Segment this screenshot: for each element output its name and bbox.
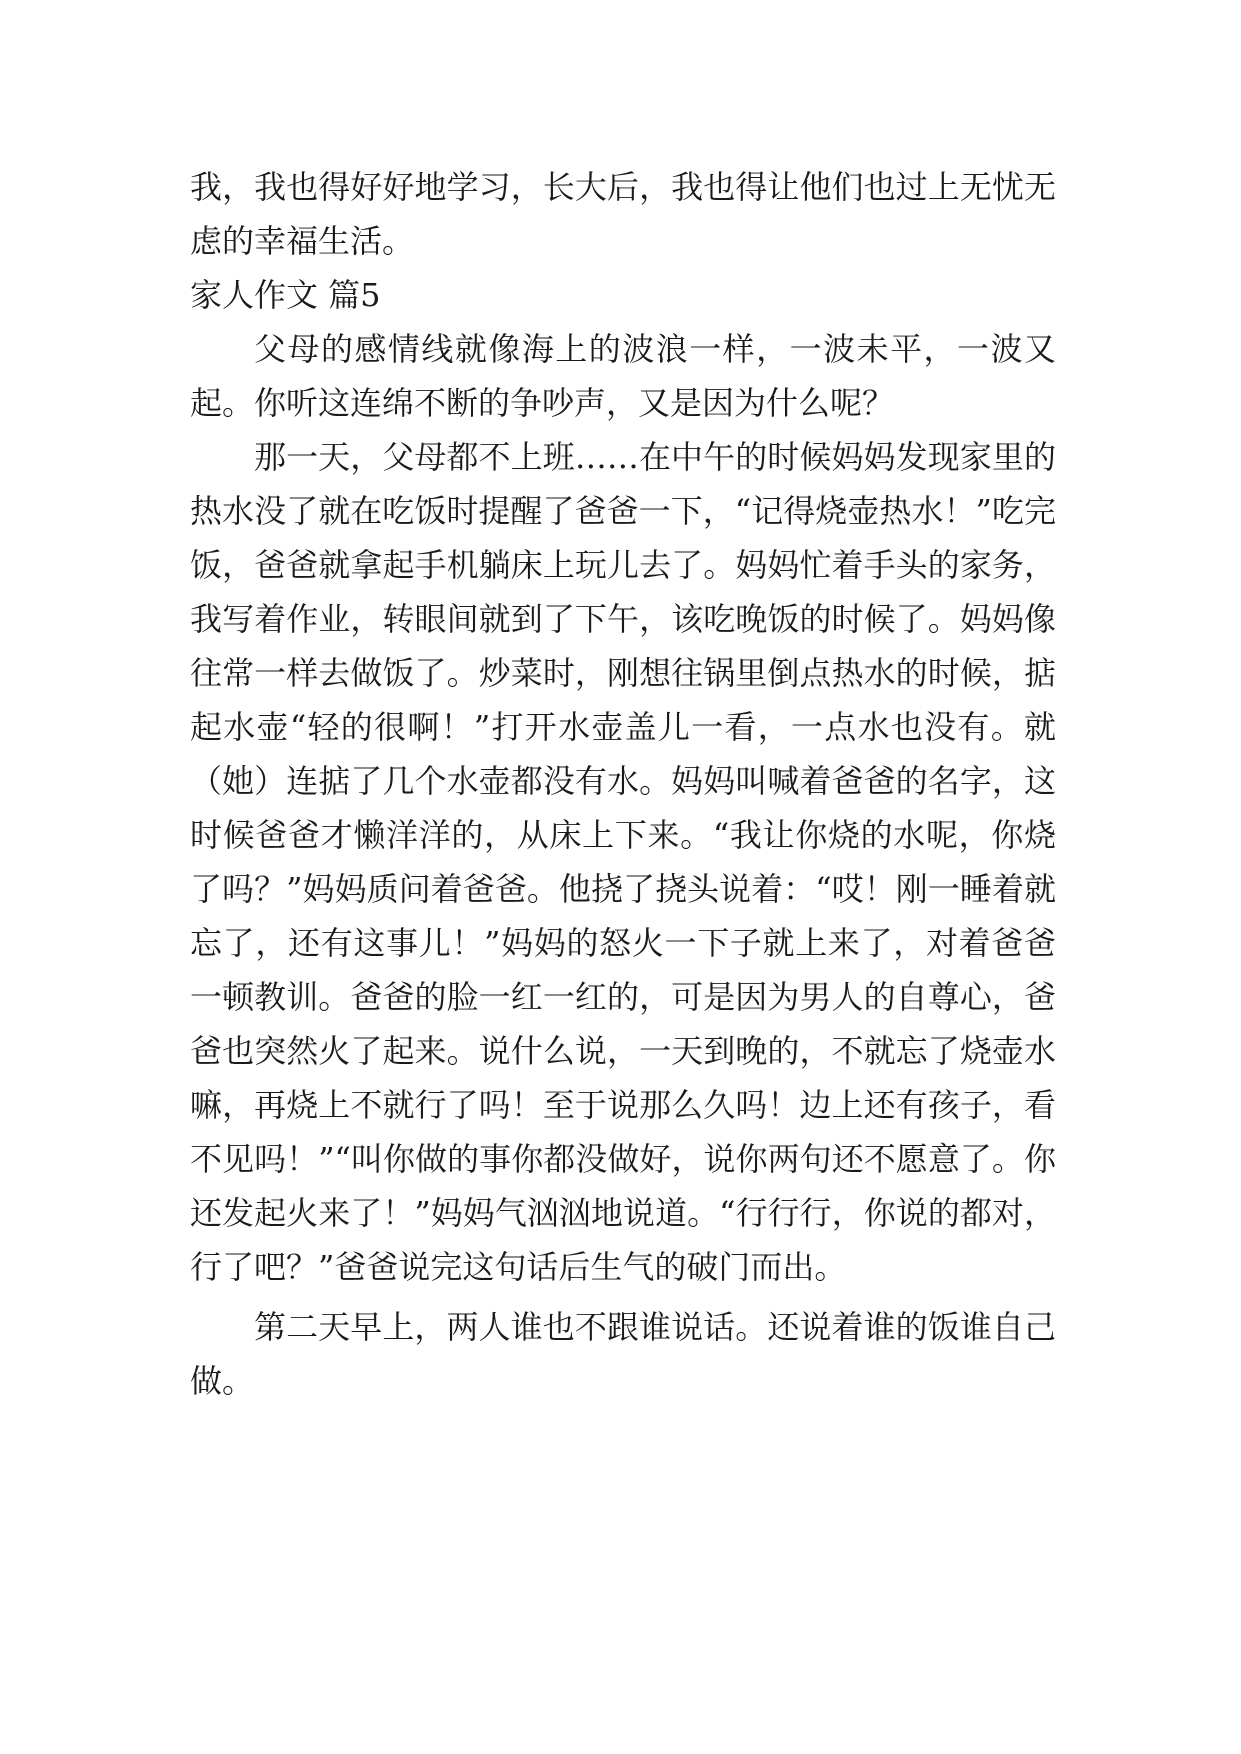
paragraph-intro: 父母的感情线就像海上的波浪一样，一波未平，一波又起。你听这连绵不断的争吵声，又是因为什么呢？ xyxy=(190,330,1056,422)
essay-body xyxy=(190,160,1056,1408)
paragraph-continuation: 我，我也得好好地学习，长大后，我也得让他们也过上无忧无虑的幸福生活。 xyxy=(190,168,1056,260)
paragraph-next-day: 第二天早上，两人谁也不跟谁说话。还说着谁的饭谁自己做。 xyxy=(190,1308,1056,1400)
paragraph-story: 那一天，父母都不上班……在中午的时候妈妈发现家里的热水没了就在吃饭时提醒了爸爸一下，“记得烧壶热水！”吃完饭，爸爸就拿起手机躺床上玩儿去了。妈妈忙着手头的家务，我写着作业，转眼间就到了下午，该吃晚饭的时候了。妈妈像往常一样去做饭了。炒菜时，刚想往锅里倒点热水的时候，掂起水壶“轻的很啊！”打开水壶盖儿一看，一点水也没有。就（她）连掂了几个水壶都没有水。妈妈叫喊着爸爸的名字，这时候爸爸才懒洋洋的，从床上下来。“我让你烧的水呢，你烧了吗？”妈妈质问着爸爸。他挠了挠头说着：“哎！刚一睡着就忘了，还有这事儿！”妈妈的怒火一下子就上来了，对着爸爸一顿教训。爸爸的脸一红一红的，可是因为男人的自尊心，爸爸也突然火了起来。说什么说，一天到晚的，不就忘了烧壶水嘛，再烧上不就行了吗！至于说那么久吗！边上还有孩子，看不见吗！”“叫你做的事你都没做好，说你两句还不愿意了。你还发起火来了！”妈妈气汹汹地说道。“行行行，你说的都对，行了吧？”爸爸说完这句话后生气的破门而出。 xyxy=(190,438,1056,1286)
section-heading: 家人作文 篇5 xyxy=(190,276,381,314)
